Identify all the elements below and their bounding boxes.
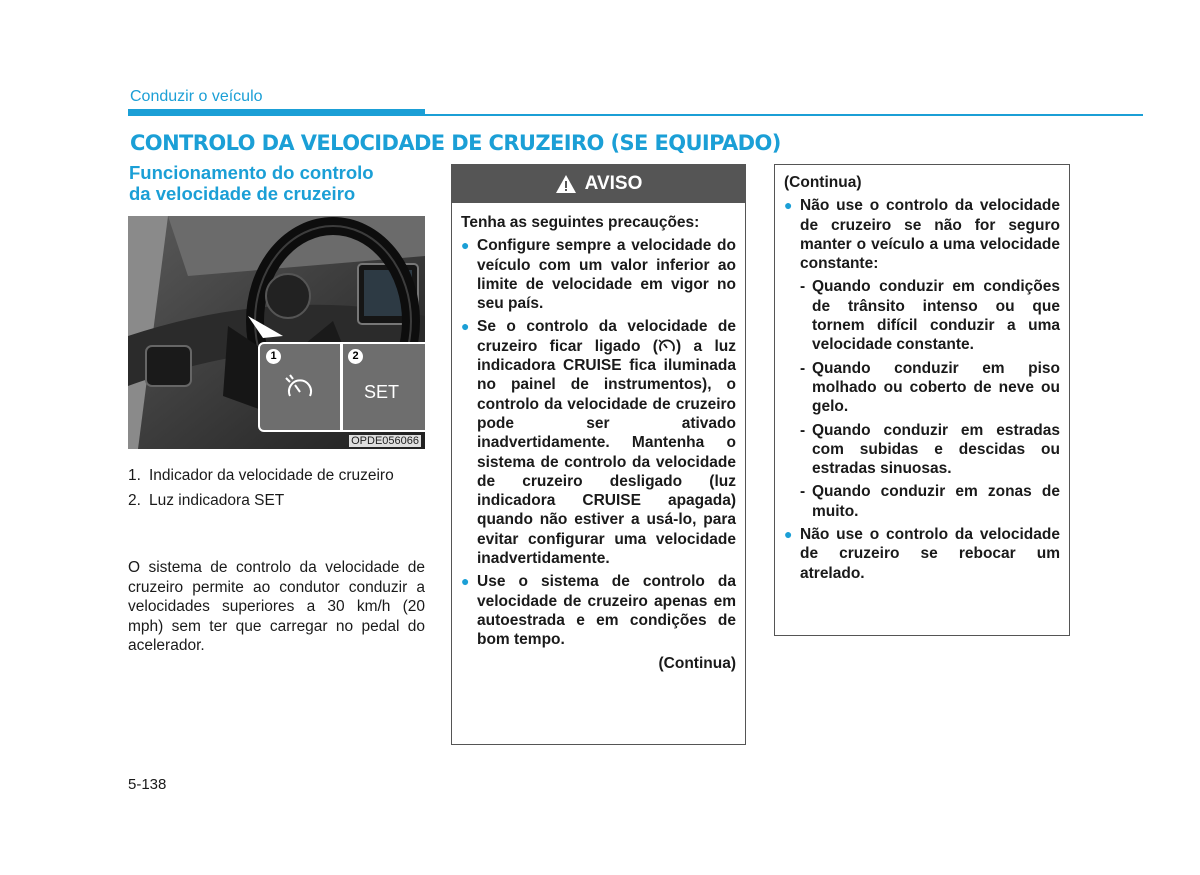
- dash-marker: -: [800, 483, 806, 501]
- list-item: [461, 572, 736, 649]
- warning-bullet-2: [477, 317, 736, 568]
- cruise-indicator-icon: [284, 374, 316, 402]
- list-item: [128, 466, 425, 486]
- continues-label: (Continua): [658, 654, 736, 672]
- sub-title-line-1: Funcionamento do controlo: [129, 162, 374, 183]
- callout-list: [128, 466, 425, 515]
- dash-marker: -: [800, 421, 806, 439]
- list-item: [784, 359, 1060, 417]
- dashboard-figure: [128, 216, 425, 449]
- badge-1: 1: [266, 349, 281, 364]
- list-item: [461, 317, 736, 568]
- header-rule-thick: [128, 109, 425, 116]
- description-paragraph: O sistema de controlo da velocidade de cruzeiro permite ao condutor conduzir a velocidades superiores a 30 km/h (20 mph) sem ter que carregar no pedal do acelerador.: [128, 559, 425, 654]
- warning-body: [452, 203, 745, 673]
- figure-caption: OPDE056066: [351, 435, 419, 447]
- continued-dash-3: Quando conduzir em estradas com subidas e descidas ou estradas sinuosas.: [812, 421, 1060, 478]
- warning-bullet-2-pre: Se o controlo da velocidade de cruzeiro ficar ligado (: [477, 318, 736, 355]
- bullet-icon: ●: [461, 318, 470, 335]
- warning-intro: Tenha as seguintes precauções:: [461, 214, 700, 231]
- bullet-icon: ●: [784, 526, 793, 543]
- list-item: [784, 482, 1060, 521]
- list-item-text: Luz indicadora SET: [149, 491, 285, 509]
- warning-bullet-2-post: ) a luz indicadora CRUISE fica iluminada no painel de instrumentos), o controlo da velocidade de cruzeiro pode ser ativado inadvertidamente. Mantenha o sistema de controlo da velocidade de cruzeiro desligado (luz indicadora CRUISE apagada) quando não estiver a usá-lo, para evitar configurar uma velocidade inadvertidamente.: [477, 337, 736, 568]
- warning-box: [451, 164, 746, 745]
- bullet-icon: ●: [784, 197, 793, 214]
- list-item-number: 2.: [128, 491, 141, 509]
- list-item-text: Indicador da velocidade de cruzeiro: [149, 467, 394, 484]
- warning-header: [452, 165, 745, 203]
- inset-divider: [340, 344, 343, 430]
- dash-marker: -: [800, 278, 806, 296]
- continued-label: (Continua): [784, 174, 862, 191]
- badge-2: 2: [348, 349, 363, 364]
- warning-bullet-1: Configure sempre a velocidade do veículo com um valor inferior ao limite de velocidade em vigor no seu país.: [477, 237, 736, 313]
- list-item: [128, 491, 425, 511]
- warning-header-label: AVISO: [584, 173, 643, 194]
- dash-marker: -: [800, 359, 806, 377]
- sub-title: [129, 162, 429, 204]
- page-title: CONTROLO DA VELOCIDADE DE CRUZEIRO (SE EQUIPADO): [130, 131, 781, 155]
- warning-triangle-icon: [555, 174, 577, 194]
- bullet-icon: ●: [461, 237, 470, 254]
- sub-title-line-2: da velocidade de cruzeiro: [129, 183, 356, 204]
- list-item: [461, 236, 736, 313]
- list-item-number: 1.: [128, 467, 141, 484]
- continued-dash-1: Quando conduzir em condições de trânsito intenso ou que tornem difícil conduzir a uma velocidade constante.: [812, 278, 1060, 354]
- continued-dash-4: Quando conduzir em zonas de muito.: [812, 483, 1060, 520]
- list-item: [784, 525, 1060, 583]
- header-rule-thin: [425, 114, 1143, 116]
- warning-bullet-3: Use o sistema de controlo da velocidade de cruzeiro apenas em autoestrada e em condições de bom tempo.: [477, 573, 736, 649]
- indicator-inset: [258, 342, 425, 432]
- continued-dash-2: Quando conduzir em piso molhado ou coberto de neve ou gelo.: [812, 359, 1060, 416]
- list-item: [784, 196, 1060, 273]
- page-number: 5-138: [128, 776, 167, 793]
- cruise-indicator-icon: [658, 338, 676, 353]
- list-item: [784, 277, 1060, 354]
- continued-body: [775, 165, 1069, 583]
- list-item: [784, 421, 1060, 479]
- continued-bullet-2: Não use o controlo da velocidade de cruzeiro se rebocar um atrelado.: [800, 526, 1060, 582]
- bullet-icon: ●: [461, 573, 470, 590]
- continued-bullet-1: Não use o controlo da velocidade de cruzeiro se não for seguro manter o veículo a uma velocidade constante:: [800, 197, 1060, 273]
- section-label: Conduzir o veículo: [130, 88, 263, 105]
- set-indicator-label: SET: [364, 382, 400, 402]
- continued-warning-box: [774, 164, 1070, 636]
